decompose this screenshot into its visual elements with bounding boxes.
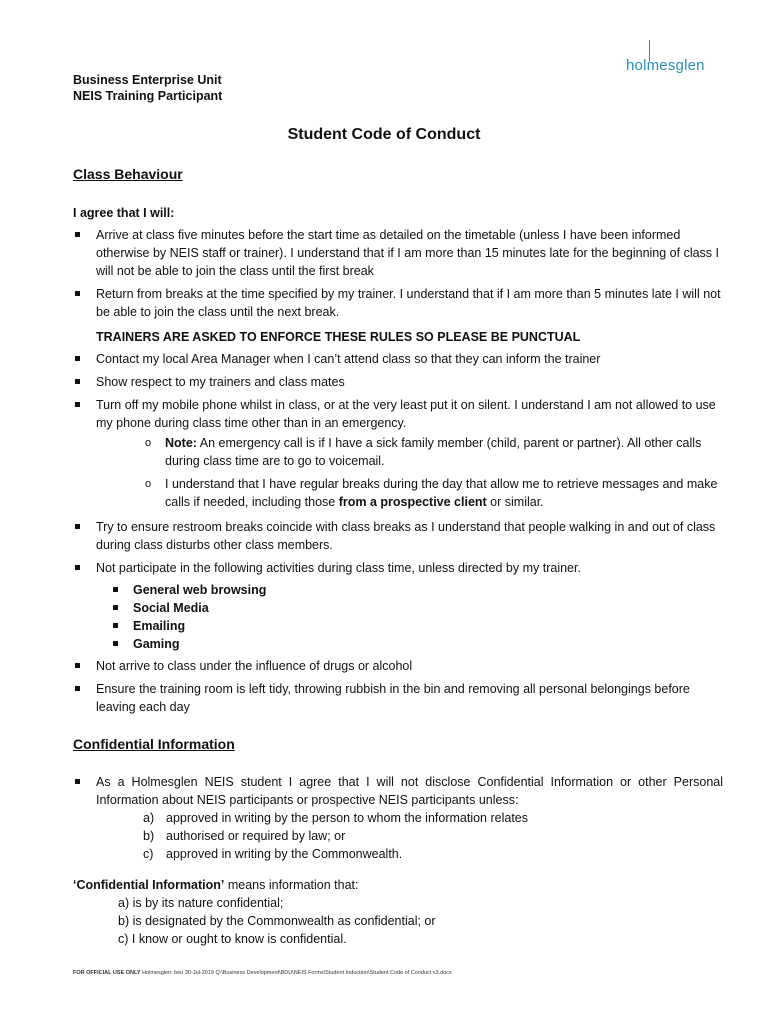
bullet-square-icon [75,291,80,296]
logo-text: holmesglen [626,57,705,74]
definitions-list [73,894,723,948]
document-header [73,72,222,104]
list-item: Social Media [73,599,723,617]
bullet-square-icon [75,402,80,407]
document-footer: FOR OFFICIAL USE ONLY Holmesglen: beu 30-Jul-2019 Q:\Business Development\BDU\NEIS Forms\Student Induction\Student Code of Conduct v3.docx [73,970,452,976]
list-item: Show respect to my trainers and class mates [73,373,723,391]
bullet-square-icon [75,565,80,570]
bullet-square-icon [113,605,118,610]
section-heading-class-behaviour: Class Behaviour [73,166,183,182]
bullet-square-icon [75,524,80,529]
bullet-square-icon [75,686,80,691]
list-item: Not participate in the following activities during class time, unless directed by my trainer. [73,559,723,577]
section-heading-confidential-information: Confidential Information [73,736,235,752]
bullet-square-icon [75,663,80,668]
list-item: b) is designated by the Commonwealth as confidential; or [118,914,436,928]
bullet-square-icon [75,356,80,361]
holmesglen-logo [626,40,716,74]
definition-intro: ‘Confidential Information’ means information that: [73,878,359,892]
list-item: Not arrive to class under the influence of drugs or alcohol [73,657,723,675]
agreement-intro: I agree that I will: [73,206,175,220]
list-item: o Note: An emergency call is if I have a sick family member (child, parent or partner). All other calls during class time are to go to voicemail. [145,436,702,468]
bullet-square-icon [113,641,118,646]
list-item: Return from breaks at the time specified by my trainer. I understand that if I am more than 5 minutes late I will not be able to join the class until the next break. [73,285,723,321]
bullet-square-icon [113,623,118,628]
list-item: a) approved in writing by the person to whom the information relates [143,811,528,825]
list-item: b) authorised or required by law; or [143,829,346,843]
bullet-square-icon [113,587,118,592]
unit-name: Business Enterprise Unit [73,73,222,87]
bullet-circle-icon: o [145,478,152,490]
list-item: Emailing [73,617,723,635]
list-item: Turn off my mobile phone whilst in class, or at the very least put it on silent. I understand I am not allowed to use my phone during class time other than in an emergency. [73,396,723,432]
list-item: As a Holmesglen NEIS student I agree that I will not disclose Confidential Information or other Personal Information about NEIS participants or prospective NEIS participants unless: [73,773,723,809]
list-item: c) approved in writing by the Commonwealth. [143,847,403,861]
participant-type: NEIS Training Participant [73,89,223,103]
list-item: a) is by its nature confidential; [118,896,284,910]
confidential-list [73,773,723,863]
list-item: c) I know or ought to know is confidential. [118,932,347,946]
list-item: Arrive at class five minutes before the start time as detailed on the timetable (unless I have been informed otherwise by NEIS staff or trainer). I understand that if I am more than 15 minutes late for the beginning of class I will not be able to join the class until the first break [73,226,723,280]
bullet-square-icon [75,379,80,384]
prohibited-activities-list [73,581,723,653]
page-title: Student Code of Conduct [287,126,481,143]
punctuality-notice: TRAINERS ARE ASKED TO ENFORCE THESE RULES SO PLEASE BE PUNCTUAL [96,330,581,344]
list-item: Ensure the training room is left tidy, throwing rubbish in the bin and removing all personal belongings before leaving each day [73,680,723,716]
bullet-circle-icon: o [145,437,152,449]
class-behaviour-list [73,226,723,716]
list-item: General web browsing [73,581,723,599]
bullet-square-icon [75,779,80,784]
phone-notes-list [73,434,723,511]
disclosure-conditions-list [73,809,723,863]
list-item: o I understand that I have regular breaks during the day that allow me to retrieve messages and make calls if needed, including those from a prospective client or similar. [145,477,718,509]
list-item: Contact my local Area Manager when I can’t attend class so that they can inform the trainer [73,350,723,368]
list-item: Try to ensure restroom breaks coincide with class breaks as I understand that people walking in and out of class during class disturbs other class members. [73,518,723,554]
list-item: Gaming [73,635,723,653]
bullet-square-icon [75,232,80,237]
